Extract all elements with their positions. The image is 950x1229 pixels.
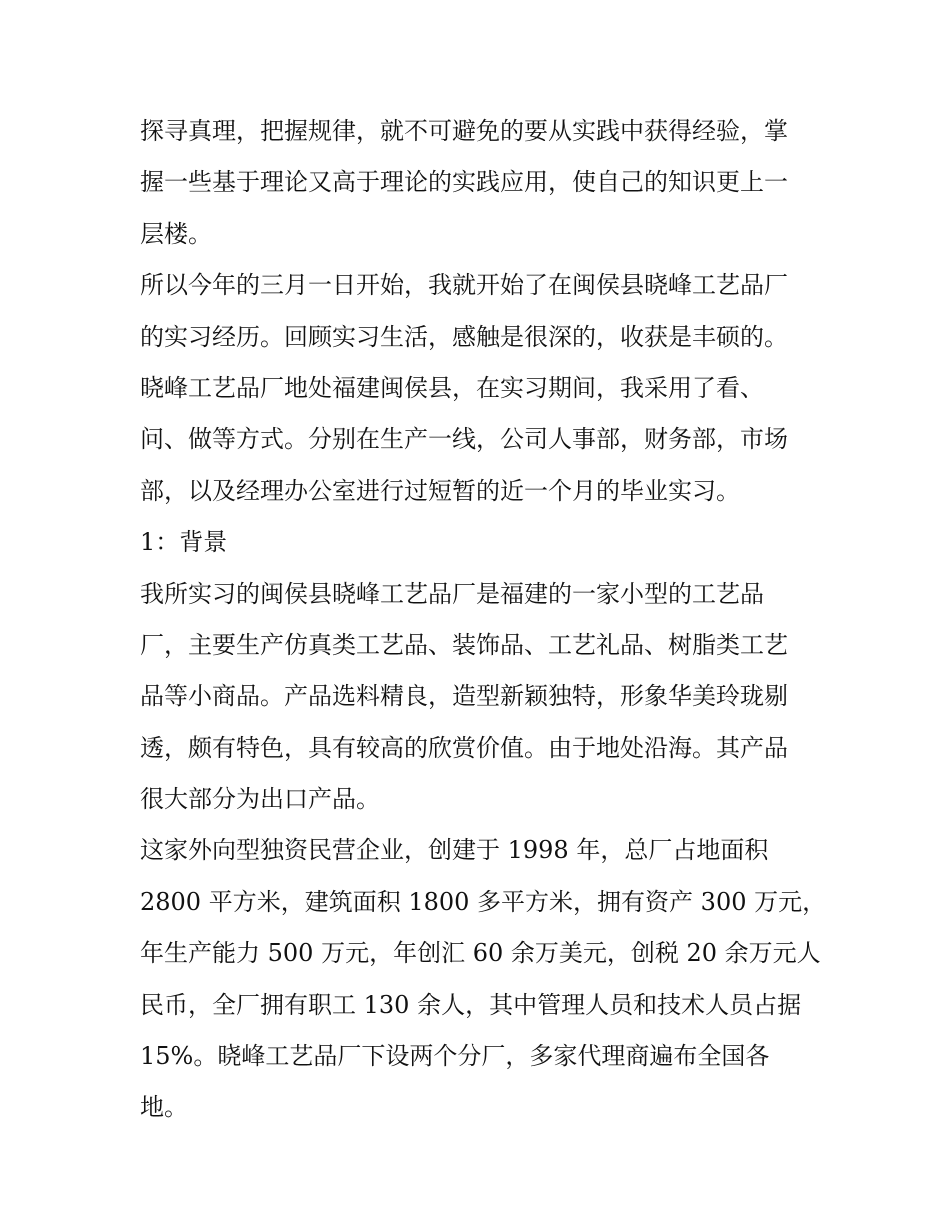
text-line: 2800 平方米，建筑面积 1800 多平方米，拥有资产 300 万元， [140, 887, 827, 916]
text-line: 问、做等方式。分别在生产一线，公司人事部，财务部，市场 [140, 425, 788, 454]
body-text [140, 106, 827, 1134]
text-line: 层楼。 [140, 219, 212, 248]
text-line: 厂，主要生产仿真类工艺品、装饰品、工艺礼品、树脂类工艺 [140, 630, 788, 659]
text-line: 品等小商品。产品选料精良，造型新颖独特，形象华美玲珑剔 [140, 682, 788, 711]
text-line: 这家外向型独资民营企业，创建于 1998 年，总厂占地面积 [140, 836, 769, 865]
text-line: 部，以及经理办公室进行过短暂的近一个月的毕业实习。 [140, 476, 740, 505]
text-line: 民币，全厂拥有职工 130 余人，其中管理人员和技术人员占据 [140, 990, 802, 1019]
text-line: 握一些基于理论又高于理论的实践应用，使自己的知识更上一 [140, 168, 788, 197]
text-line: 地。 [140, 1093, 188, 1122]
text-line: 年生产能力 500 万元，年创汇 60 余万美元，创税 20 余万元人 [140, 939, 821, 968]
text-line: 很大部分为出口产品。 [140, 785, 380, 814]
text-line: 所以今年的三月一日开始，我就开始了在闽侯县晓峰工艺品厂 [140, 271, 788, 300]
text-line: 的实习经历。回顾实习生活，感触是很深的，收获是丰硕的。 [140, 322, 788, 351]
text-line: 透，颇有特色，具有较高的欣赏价值。由于地处沿海。其产品 [140, 733, 788, 762]
text-line: 晓峰工艺品厂地处福建闽侯县，在实习期间，我采用了看、 [140, 373, 764, 402]
text-line: 探寻真理，把握规律，就不可避免的要从实践中获得经验，掌 [140, 117, 788, 145]
text-line: 15%。晓峰工艺品厂下设两个分厂，多家代理商遍布全国各 [140, 1042, 770, 1071]
text-line: 我所实习的闽侯县晓峰工艺品厂是福建的一家小型的工艺品 [140, 579, 764, 608]
section-heading: 1：背景 [140, 528, 228, 557]
